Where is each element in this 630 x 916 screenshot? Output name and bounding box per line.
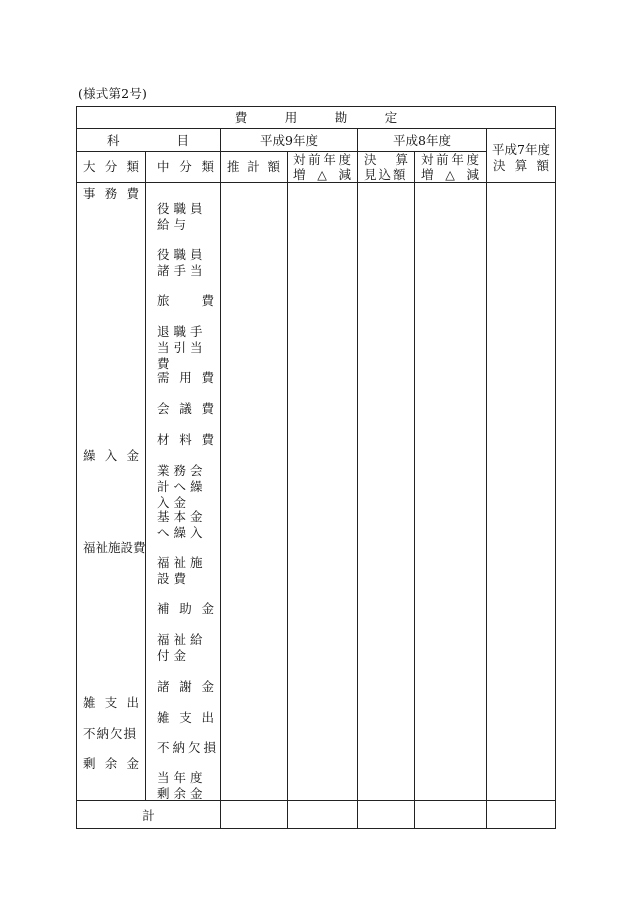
header-yoy9-line2 <box>293 167 351 182</box>
minor-item-char: 議 <box>179 401 192 416</box>
header-fy8: 平成8年度 <box>393 133 451 148</box>
major-item: 不納欠損 <box>83 726 138 741</box>
header-yoy8-char: 増 <box>421 167 434 182</box>
minor-item: 不納欠損 <box>157 740 220 755</box>
minor-item-char: 謝 <box>179 679 192 694</box>
rule-col-est9 <box>287 151 288 829</box>
rule-col-yoy9 <box>357 128 358 829</box>
major-item <box>83 695 139 710</box>
major-item <box>83 448 139 463</box>
header-yoy9-char: 前 <box>308 152 321 167</box>
minor-item-char: 補 <box>157 601 170 616</box>
header-yoy8-char: 減 <box>466 167 479 182</box>
minor-item: 福祉給付金 <box>157 632 207 663</box>
header-estimate-char: 推 <box>227 159 240 174</box>
header-major-char: 大 <box>83 159 96 174</box>
header-fy9: 平成9年度 <box>260 133 318 148</box>
minor-item-char: 費 <box>201 432 214 447</box>
minor-item: 当年度剰余金 <box>157 770 207 801</box>
minor-item-char: 金 <box>201 601 214 616</box>
minor-item-char: 料 <box>179 432 192 447</box>
minor-item-char: 費 <box>201 370 214 385</box>
major-item-char: 出 <box>126 695 139 710</box>
major-item-char: 務 <box>104 186 118 201</box>
header-yoy8-char: 年 <box>451 152 464 167</box>
minor-item-char: 支 <box>179 710 192 725</box>
header-yoy9-char: 年 <box>323 152 336 167</box>
rule-col-yoy8 <box>486 128 487 829</box>
minor-item: 役職員諸手当 <box>157 247 207 278</box>
minor-item: 業務会計へ繰入金 <box>157 463 207 510</box>
header-yoy9-char: 増 <box>293 167 306 182</box>
rule-header2-bottom <box>77 182 555 183</box>
minor-item-char: 金 <box>201 679 214 694</box>
minor-item-char: 材 <box>157 432 170 447</box>
header-yoy8-char: 度 <box>466 152 479 167</box>
minor-item <box>157 432 214 447</box>
minor-item <box>157 370 214 385</box>
header-yoy8-char: △ <box>445 167 455 182</box>
minor-item-char: 旅 <box>157 293 170 308</box>
header-major-char: 類 <box>126 159 139 174</box>
header-subject-char: 目 <box>176 133 189 148</box>
major-item <box>83 756 139 771</box>
header-minor-char: 分 <box>179 159 192 174</box>
header-minor-char: 中 <box>157 159 170 174</box>
minor-item-char: 費 <box>201 293 214 308</box>
header-subject-char: 科 <box>107 133 120 148</box>
rule-col-major <box>145 151 146 800</box>
header-settle-line1 <box>364 152 408 167</box>
rule-col-minor <box>220 128 221 829</box>
header-fy7-line1: 平成7年度 <box>492 142 550 157</box>
minor-item <box>157 710 214 725</box>
major-item-char: 支 <box>104 695 118 710</box>
expense-account-table <box>76 106 556 829</box>
minor-item-char: 会 <box>157 401 170 416</box>
header-minor <box>157 159 214 174</box>
minor-item <box>157 293 214 308</box>
rule-title-bottom <box>77 128 555 129</box>
minor-item-char: 用 <box>179 370 192 385</box>
major-item-char: 費 <box>126 186 139 201</box>
rule-col-settle8 <box>414 151 415 829</box>
minor-item-char: 需 <box>157 370 170 385</box>
major-item-char: 金 <box>126 756 139 771</box>
header-settle-line2: 見込額 <box>364 167 408 182</box>
header-settle-char: 決 <box>364 152 377 167</box>
minor-item-char: 費 <box>201 401 214 416</box>
header-major <box>83 159 139 174</box>
header-subject <box>107 133 189 148</box>
major-item-char: 繰 <box>83 448 96 463</box>
header-estimate <box>227 159 280 174</box>
header-estimate-char: 額 <box>267 159 280 174</box>
header-yoy9-line1 <box>293 152 351 167</box>
header-yoy9-char: 減 <box>338 167 351 182</box>
header-fy7-char: 算 <box>514 158 528 173</box>
header-settle-char: 算 <box>395 152 408 167</box>
header-yoy9-char: 度 <box>338 152 351 167</box>
minor-item: 福祉施設費 <box>157 555 207 586</box>
minor-item <box>157 601 214 616</box>
major-item-char: 余 <box>104 756 118 771</box>
minor-item: 基本金へ繰入 <box>157 509 207 540</box>
minor-item <box>157 401 214 416</box>
header-minor-char: 類 <box>201 159 214 174</box>
major-item-char: 雑 <box>83 695 96 710</box>
header-yoy9-char: 対 <box>293 152 306 167</box>
minor-item-char: 助 <box>179 601 192 616</box>
total-label: 計 <box>142 808 155 823</box>
header-yoy8-line1 <box>421 152 479 167</box>
minor-item-char: 出 <box>201 710 214 725</box>
header-yoy8-line2 <box>421 167 479 182</box>
major-item-char: 事 <box>83 186 96 201</box>
header-fy7-char: 決 <box>493 158 506 173</box>
major-item: 福祉施設費 <box>83 540 146 555</box>
table-title: 費 用 勘 定 <box>234 110 398 125</box>
major-item-char: 入 <box>104 448 118 463</box>
major-item-char: 剰 <box>83 756 96 771</box>
header-yoy9-char: △ <box>317 167 327 182</box>
minor-item-char: 雑 <box>157 710 170 725</box>
header-fy7-line2 <box>493 158 549 173</box>
header-yoy8-char: 前 <box>436 152 449 167</box>
header-estimate-char: 計 <box>247 159 260 174</box>
minor-item: 退職手当引当費 <box>157 324 207 371</box>
major-item-char: 金 <box>126 448 139 463</box>
header-fy7-char: 額 <box>536 158 549 173</box>
rule-total-top <box>77 800 555 801</box>
form-number: (様式第2号) <box>78 86 148 101</box>
header-yoy8-char: 対 <box>421 152 434 167</box>
minor-item: 役職員給与 <box>157 201 207 232</box>
major-item <box>83 186 139 201</box>
header-major-char: 分 <box>104 159 118 174</box>
minor-item <box>157 679 214 694</box>
minor-item-char: 諸 <box>157 679 170 694</box>
